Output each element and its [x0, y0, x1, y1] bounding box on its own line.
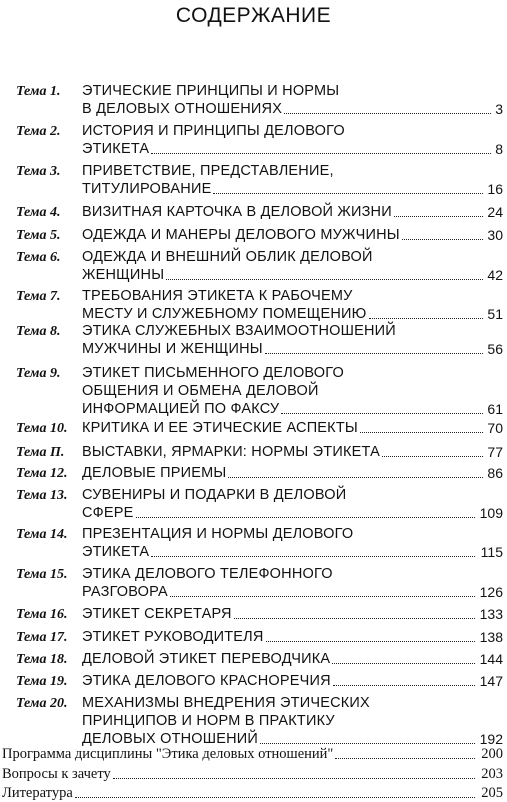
toc-entry	[0, 565, 507, 601]
toc-extra-title: Литература	[2, 785, 73, 801]
toc-entry-label: Тема 9.	[16, 366, 61, 381]
toc-entry-page: 109	[479, 505, 503, 521]
dot-leader	[136, 517, 475, 518]
toc-entry-page: 144	[479, 651, 503, 667]
toc-entry-label: Тема 8.	[16, 324, 61, 339]
dot-leader	[394, 216, 483, 217]
dot-leader	[402, 239, 483, 240]
toc-entry	[0, 672, 507, 690]
dot-leader	[151, 556, 475, 557]
dot-leader	[333, 685, 475, 686]
toc-extra-page: 203	[481, 766, 503, 782]
toc-entry-label: Тема 13.	[16, 488, 68, 503]
toc-entry-label: Тема 20.	[16, 696, 68, 711]
toc-entry-title: ПРЕЗЕНТАЦИЯ И НОРМЫ ДЕЛОВОГО ЭТИКЕТА	[82, 526, 354, 560]
toc-entry	[0, 443, 507, 461]
toc-entry-label: Тема 12.	[16, 466, 68, 481]
toc-entry-page: 30	[487, 227, 503, 243]
toc-entry-page: 42	[487, 267, 503, 283]
toc-entry-title: ИСТОРИЯ И ПРИНЦИПЫ ДЕЛОВОГО ЭТИКЕТА	[82, 123, 345, 157]
toc-entry	[0, 248, 507, 284]
dot-leader	[382, 456, 483, 457]
toc-entry-title: ЭТИКА СЛУЖЕБНЫХ ВЗАИМООТНОШЕНИЙ МУЖЧИНЫ И ЖЕНЩИНЫ	[82, 323, 396, 357]
toc-extra-page: 205	[481, 785, 503, 801]
toc-extra-title: Программа дисциплины "Этика деловых отношений"	[2, 746, 334, 762]
toc-entry-label: Тема 10.	[16, 421, 68, 436]
toc-entry-label: Тема 3.	[16, 164, 61, 179]
toc-entry	[0, 82, 507, 118]
toc-entry-label: Тема 5.	[16, 228, 61, 243]
toc-entry	[0, 605, 507, 623]
dot-leader	[260, 743, 475, 744]
toc-entry-page: 126	[479, 584, 503, 600]
dot-leader	[332, 663, 475, 664]
toc-entry-title: ОДЕЖДА И ВНЕШНИЙ ОБЛИК ДЕЛОВОЙ ЖЕНЩИНЫ	[82, 249, 373, 283]
toc-entry	[0, 464, 507, 482]
toc-entry-title: ДЕЛОВОЙ ЭТИКЕТ ПЕРЕВОДЧИКА	[82, 651, 331, 667]
toc-entry-page: 86	[487, 465, 503, 481]
toc-entry-title: ВИЗИТНАЯ КАРТОЧКА В ДЕЛОВОЙ ЖИЗНИ	[82, 204, 392, 220]
toc-entry	[0, 650, 507, 668]
toc-entry-page: 16	[487, 181, 503, 197]
toc-extra-entry	[0, 765, 507, 783]
toc-entry	[0, 628, 507, 646]
dot-leader	[170, 596, 475, 597]
toc-entry-label: Тема 4.	[16, 205, 61, 220]
toc-entry-page: 115	[480, 544, 503, 560]
toc-entry-label: Тема 15.	[16, 567, 68, 582]
dot-leader	[234, 618, 475, 619]
toc-entry	[0, 287, 507, 323]
toc-extra-title: Вопросы к зачету	[2, 766, 111, 782]
dot-leader	[228, 477, 483, 478]
toc-entry-page: 133	[479, 606, 503, 622]
toc-entry-label: Тема 2.	[16, 124, 61, 139]
toc-entry	[0, 162, 507, 198]
dot-leader	[284, 113, 491, 114]
dot-leader	[335, 758, 475, 759]
toc-entry-title: ЭТИКА ДЕЛОВОГО КРАСНОРЕЧИЯ	[82, 673, 331, 689]
toc-entry-title: ТРЕБОВАНИЯ ЭТИКЕТА К РАБОЧЕМУ МЕСТУ И СЛУЖЕБНОМУ ПОМЕЩЕНИЮ	[82, 288, 367, 322]
toc-entry-page: 192	[479, 731, 503, 747]
toc-entry	[0, 486, 507, 522]
toc-entry-label: Тема 14.	[16, 527, 68, 542]
toc-entry-page: 8	[495, 141, 503, 157]
dot-leader	[75, 797, 475, 798]
toc-extra-entry	[0, 745, 507, 763]
toc-entry	[0, 122, 507, 158]
toc-entry-title: ЭТИЧЕСКИЕ ПРИНЦИПЫ И НОРМЫ В ДЕЛОВЫХ ОТНОШЕНИЯХ	[82, 83, 340, 117]
toc-entry-title: ВЫСТАВКИ, ЯРМАРКИ: НОРМЫ ЭТИКЕТА	[82, 444, 380, 460]
dot-leader	[369, 318, 483, 319]
toc-entry	[0, 364, 507, 418]
toc-entry	[0, 419, 507, 437]
toc-entry	[0, 322, 507, 358]
dot-leader	[281, 413, 483, 414]
toc-entry	[0, 203, 507, 221]
dot-leader	[360, 432, 483, 433]
dot-leader	[266, 641, 475, 642]
toc-extra-entry	[0, 784, 507, 802]
toc-entry-page: 24	[487, 204, 503, 220]
toc-entry-page: 51	[487, 306, 503, 322]
toc-entry	[0, 226, 507, 244]
toc-entry-page: 61	[487, 401, 503, 417]
toc-entry-label: Тема 16.	[16, 607, 68, 622]
toc-entry-title: ЭТИКА ДЕЛОВОГО ТЕЛЕФОННОГО РАЗГОВОРА	[82, 566, 333, 600]
toc-entry-label: Тема 7.	[16, 289, 61, 304]
toc-entry-title: МЕХАНИЗМЫ ВНЕДРЕНИЯ ЭТИЧЕСКИХ ПРИНЦИПОВ И НОРМ В ПРАКТИКУ ДЕЛОВЫХ ОТНОШЕНИЙ	[82, 695, 370, 747]
toc-entry-page: 3	[495, 101, 503, 117]
toc-entry-title: СУВЕНИРЫ И ПОДАРКИ В ДЕЛОВОЙ СФЕРЕ	[82, 487, 347, 521]
toc-extra-page: 200	[481, 746, 503, 762]
toc-entry-title: ЭТИКЕТ РУКОВОДИТЕЛЯ	[82, 629, 264, 645]
toc-entry-title: ПРИВЕТСТВИЕ, ПРЕДСТАВЛЕНИЕ, ТИТУЛИРОВАНИЕ	[82, 163, 334, 197]
toc-entry-label: Тема 1.	[16, 84, 61, 99]
dot-leader	[213, 193, 483, 194]
toc-entry-page: 77	[487, 444, 503, 460]
toc-entry-title: КРИТИКА И ЕЕ ЭТИЧЕСКИЕ АСПЕКТЫ	[82, 420, 358, 436]
dot-leader	[166, 279, 483, 280]
toc-entry-title: ЭТИКЕТ СЕКРЕТАРЯ	[82, 606, 232, 622]
toc-entry-page: 70	[487, 420, 503, 436]
toc-entry-title: ДЕЛОВЫЕ ПРИЕМЫ	[82, 465, 227, 481]
toc-entry	[0, 525, 507, 561]
toc-entry-label: Тема 6.	[16, 250, 61, 265]
toc-entry-title: ОДЕЖДА И МАНЕРЫ ДЕЛОВОГО МУЖЧИНЫ	[82, 227, 400, 243]
toc-entry-label: Тема 17.	[16, 630, 68, 645]
toc-entry-label: Тема 19.	[16, 674, 68, 689]
dot-leader	[113, 778, 475, 779]
dot-leader	[265, 353, 483, 354]
toc-entry-page: 138	[479, 629, 503, 645]
toc-entry-title: ЭТИКЕТ ПИСЬМЕННОГО ДЕЛОВОГО ОБЩЕНИЯ И ОБМЕНА ДЕЛОВОЙ ИНФОРМАЦИЕЙ ПО ФАКСУ	[82, 365, 345, 417]
toc-entry-page: 147	[479, 673, 503, 689]
dot-leader	[151, 153, 491, 154]
page-title: СОДЕРЖАНИЕ	[175, 4, 332, 27]
toc-entry	[0, 694, 507, 748]
toc-entry-label: Тема 18.	[16, 652, 68, 667]
toc-entry-label: Тема П.	[16, 445, 65, 460]
toc-entry-page: 56	[487, 341, 503, 357]
